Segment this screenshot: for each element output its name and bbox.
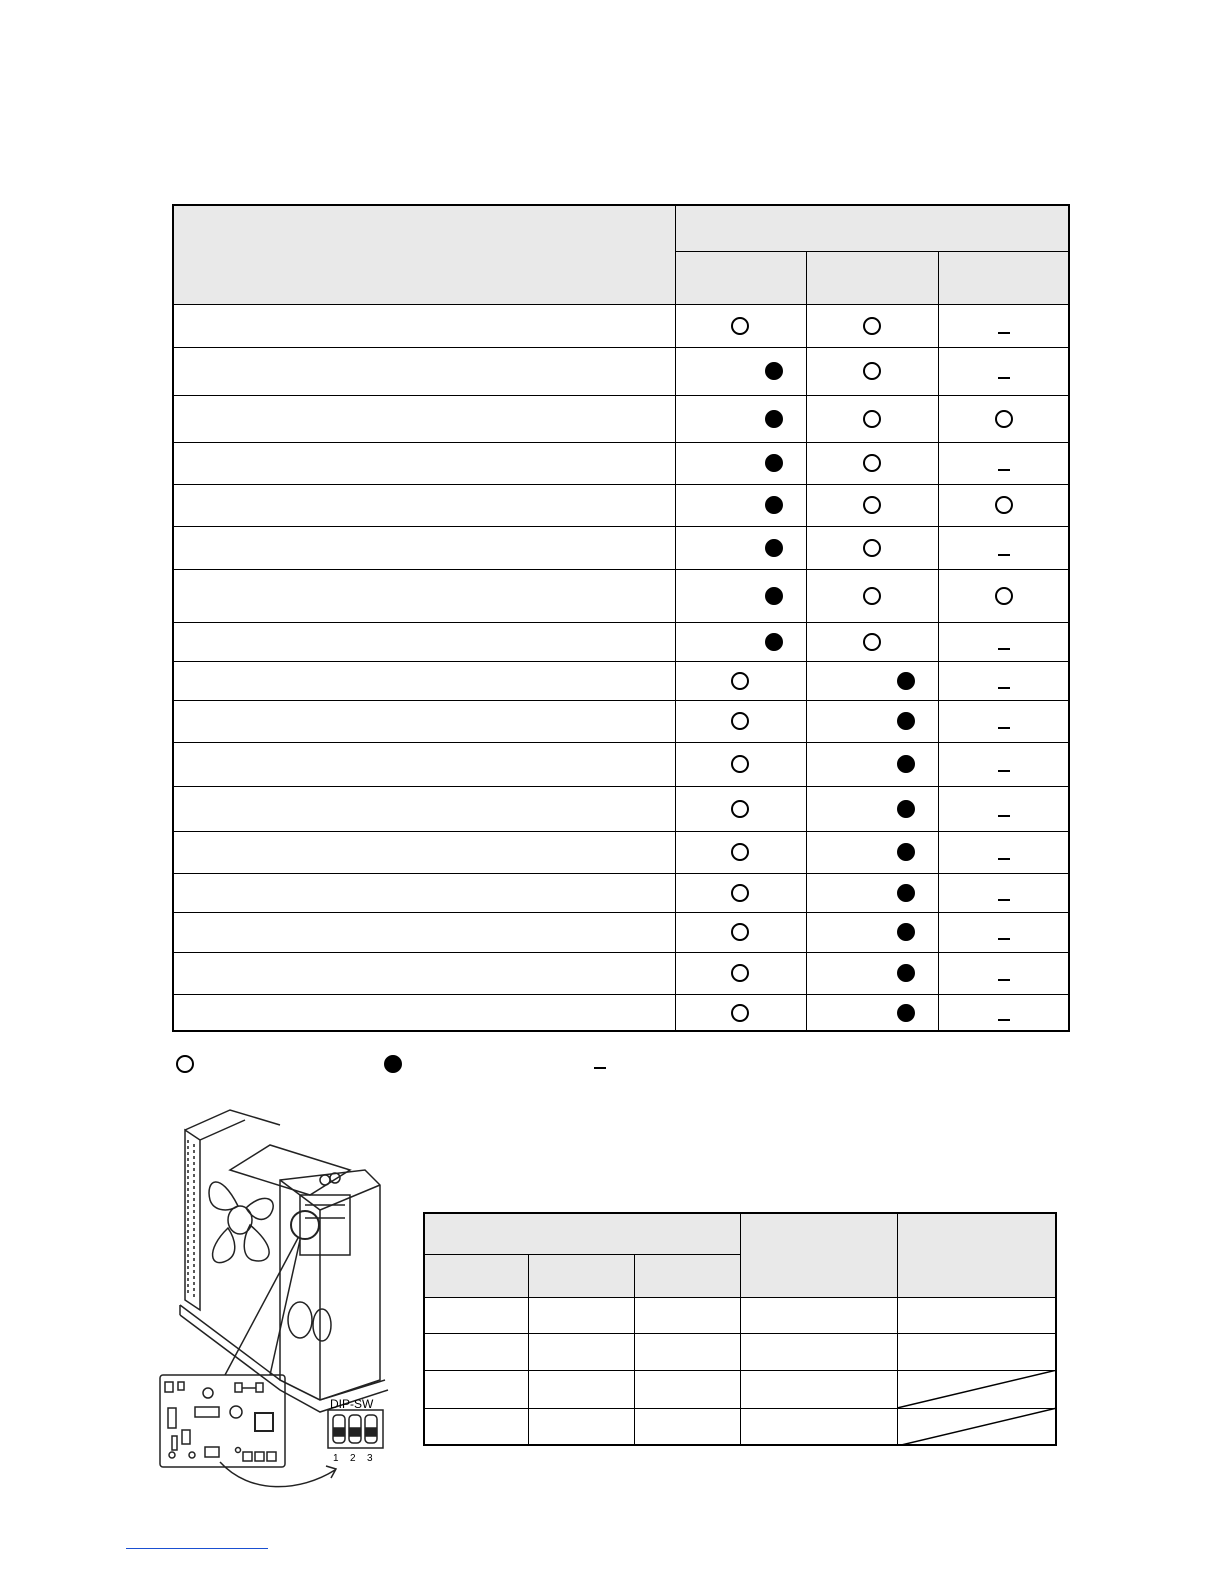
- dip-switch-number-2: 2: [350, 1453, 356, 1464]
- dip-sw-label: DIP-SW: [330, 1397, 374, 1411]
- footer-link[interactable]: [126, 1548, 268, 1549]
- dip-switch-number-3: 3: [367, 1453, 373, 1464]
- dip-table-diagonals: [897, 1370, 1057, 1446]
- dip-switch-number-1: 1: [333, 1453, 339, 1464]
